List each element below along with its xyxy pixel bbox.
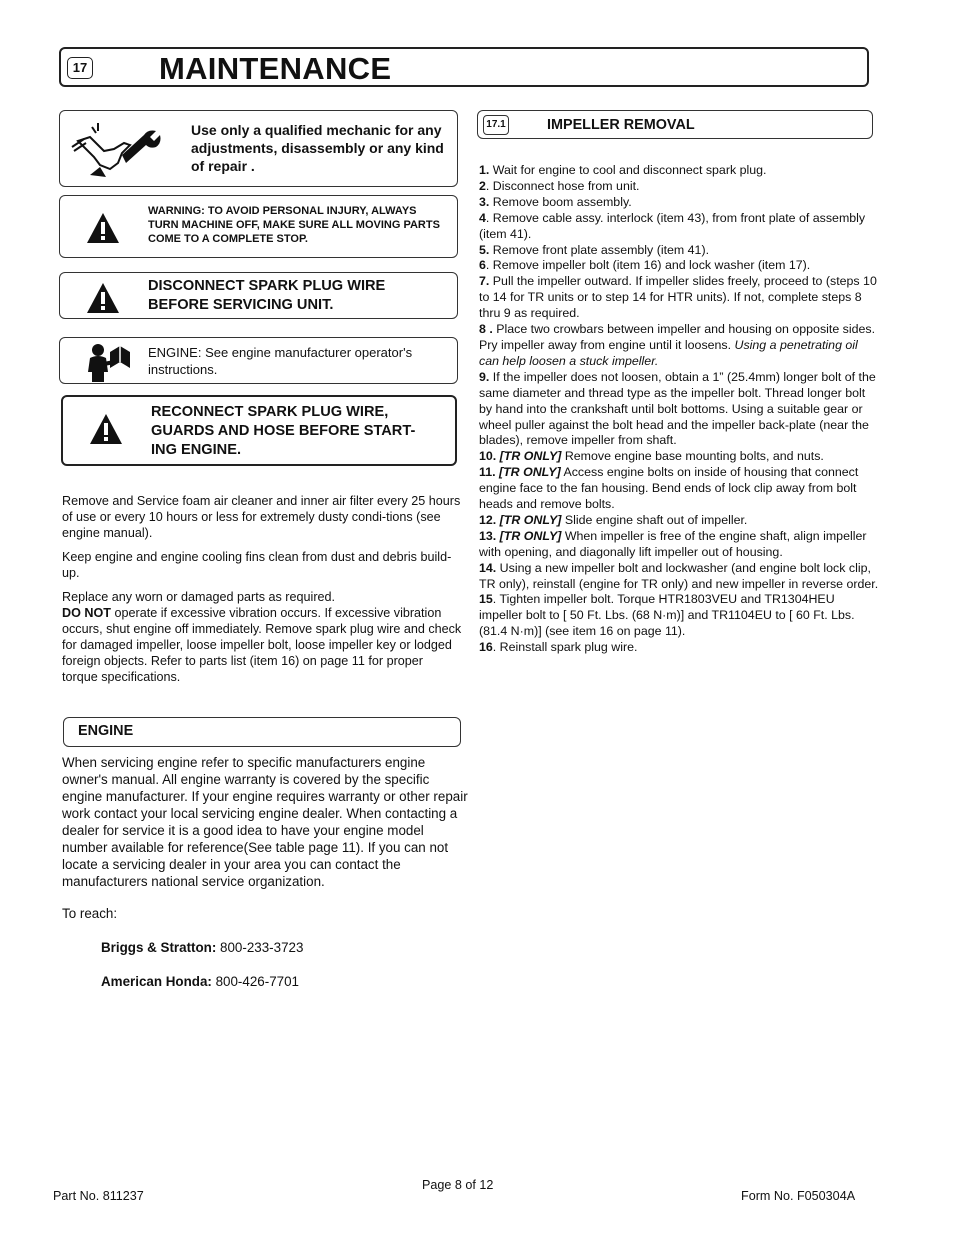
step-number: 5.	[479, 242, 490, 257]
step-text: . Disconnect hose from unit.	[485, 178, 640, 193]
impeller-step	[479, 243, 879, 259]
step-text: . Tighten impeller bolt. Torque HTR1803VEU and TR1304HEU impeller bolt to [ 50 Ft. Lbs. (68 N·m)] and TR1104EU to [ 60 Ft. Lbs. (81.4 N·m)] (see item 16 on page 11).	[479, 592, 855, 639]
step-number: 3.	[479, 194, 490, 209]
step-number: 9.	[479, 369, 490, 384]
reconnect-notice-box	[61, 395, 457, 466]
impeller-step	[479, 211, 879, 243]
page-title: MAINTENANCE	[159, 51, 392, 86]
contact-briggs	[101, 939, 303, 956]
step-text: Pull the impeller outward. If impeller slides freely, proceed to (steps 10 to 14 for TR units or to step 14 for HTR units). If not, complete steps 8 thru 9 as required.	[479, 274, 877, 321]
step-text: Slide engine shaft out of impeller.	[561, 512, 748, 527]
step-tag: [TR ONLY]	[495, 465, 561, 480]
step-number: 10.	[479, 449, 497, 464]
impeller-step	[479, 370, 879, 450]
engine-manual-box	[59, 337, 458, 384]
subsection-badge: 17.1	[483, 115, 509, 135]
step-number: 1.	[479, 163, 490, 177]
step-number: 4	[479, 210, 486, 225]
step-number: 13.	[479, 528, 497, 543]
impeller-step	[479, 592, 879, 640]
step-note: Using a penetrating oil can help loosen a stuck impeller.	[479, 337, 858, 368]
impeller-heading: IMPELLER REMOVAL	[547, 117, 695, 133]
air-cleaner-paragraph: Remove and Service foam air cleaner and inner air filter every 25 hours of use or every 10 hours or less for extremely dusty condi-tions (see engine manual).	[62, 494, 461, 540]
step-number: 11.	[479, 465, 496, 480]
maintenance-instructions	[62, 493, 462, 685]
step-text: Remove front plate assembly (item 41).	[489, 242, 710, 257]
step-text: When impeller is free of the engine shaft, align impeller with opening, and diagonally lift impeller out of housing.	[479, 528, 867, 559]
impeller-step	[479, 529, 879, 561]
step-text: . Remove cable assy. interlock (item 43), from front plate of assembly (item 41).	[479, 210, 866, 241]
step-text: Place two crowbars between impeller and housing on opposite sides. Pry impeller away from engine until it loosens.	[479, 322, 876, 352]
impeller-step	[479, 513, 879, 529]
form-number: Form No. F050304A	[741, 1189, 856, 1203]
vibration-paragraph	[62, 605, 462, 685]
step-number: 12.	[479, 512, 497, 527]
step-tag: [TR ONLY]	[496, 528, 562, 543]
read-manual-icon	[86, 342, 132, 382]
impeller-section-header	[477, 110, 873, 139]
reconnect-notice-text: RECONNECT SPARK PLUG WIRE, GUARDS AND HOSE BEFORE START-ING ENGINE.	[151, 404, 416, 458]
contact-phone: 800-233-3723	[216, 940, 304, 955]
impeller-step	[479, 274, 879, 322]
disconnect-notice-text: DISCONNECT SPARK PLUG WIRE BEFORE SERVICING UNIT.	[148, 278, 386, 313]
impeller-step	[479, 179, 879, 195]
step-text: If the impeller does not loosen, obtain a 1” (25.4mm) longer bolt of the same diameter and thread type as the impeller bolt. Thread longer bolt by hand into the crankshaft until bolt bottoms. Using a suitable gear or wheel puller against the bolt head and the impeller back-plate (near the blades), remove impeller from shaft.	[479, 369, 876, 448]
warning-text: WARNING: TO AVOID PERSONAL INJURY, ALWAYS TURN MACHINE OFF, MAKE SURE ALL MOVING PARTS COME TO A COMPLETE STOP.	[148, 205, 440, 245]
contact-name: Briggs & Stratton:	[101, 940, 217, 955]
step-tag: [TR ONLY]	[496, 449, 562, 464]
impeller-steps-list	[479, 163, 879, 656]
warning-box	[59, 195, 458, 258]
mechanic-notice-box	[59, 110, 458, 187]
mechanic-notice-text: Use only a qualified mechanic for any adjustments, disassembly or any kind of repair .	[191, 122, 444, 174]
wrench-repair-icon	[70, 121, 166, 179]
step-text: Using a new impeller bolt and lockwasher (and engine bolt lock clip, TR only), reinstall (engine for TR only) and new impeller in reverse order.	[479, 560, 879, 591]
engine-section-header	[63, 717, 461, 747]
disconnect-notice-box	[59, 272, 458, 319]
contact-name: American Honda:	[101, 974, 212, 989]
part-number: Part No. 811237	[53, 1189, 144, 1203]
section-header	[59, 47, 869, 87]
step-text: Access engine bolts on inside of housing that connect engine face to the fan housing. Bend ends of lock clip away from bolt heads and remove bolts.	[479, 465, 859, 512]
step-number: 8 .	[479, 322, 493, 337]
impeller-step	[479, 640, 879, 656]
engine-heading: ENGINE	[78, 723, 134, 739]
warning-triangle-icon	[86, 212, 120, 244]
impeller-step	[479, 258, 879, 274]
step-tag: [TR ONLY]	[496, 512, 562, 527]
step-text: Remove boom assembly.	[489, 194, 632, 209]
impeller-step	[479, 163, 879, 179]
impeller-step	[479, 195, 879, 211]
warning-triangle-icon	[86, 282, 120, 314]
step-number: 14.	[479, 560, 497, 575]
do-not-label: DO NOT	[62, 606, 111, 620]
section-number-badge: 17	[67, 57, 93, 79]
impeller-step	[479, 449, 879, 465]
engine-manual-text: ENGINE: See engine manufacturer operator's instructions.	[148, 345, 413, 377]
engine-body: When servicing engine refer to specific manufacturers engine owner's manual. All engine warranty is covered by the specific engine manufacturer. If your engine requires warranty or other repair work contact your local servicing engine dealer. When contacting a dealer for service it is a good idea to have your engine model number available for reference(See table page 11). If you can not locate a servicing dealer in your area you can contact the manufacturers national service organization.	[62, 755, 468, 889]
warning-triangle-icon	[89, 413, 123, 445]
impeller-step	[479, 561, 879, 593]
step-text: Remove engine base mounting bolts, and nuts.	[561, 449, 824, 464]
to-reach-label: To reach:	[62, 906, 118, 921]
impeller-step	[479, 465, 879, 513]
step-number: 15	[479, 592, 493, 607]
impeller-step	[479, 322, 879, 370]
step-number: 16	[479, 640, 493, 655]
replace-parts-paragraph: Replace any worn or damaged parts as required.	[62, 590, 336, 604]
step-text: Wait for engine to cool and disconnect spark plug.	[489, 163, 767, 177]
page-number: Page 8 of 12	[422, 1178, 494, 1192]
cooling-fins-paragraph: Keep engine and engine cooling fins clean from dust and debris build-up.	[62, 550, 452, 580]
step-number: 6	[479, 258, 486, 273]
step-number: 2	[479, 178, 486, 193]
step-text: . Reinstall spark plug wire.	[492, 640, 638, 655]
contact-honda	[101, 973, 299, 990]
contact-phone: 800-426-7701	[211, 974, 299, 989]
vibration-text: operate if excessive vibration occurs. If excessive vibration occurs, shut engine off immediately. Remove spark plug wire and check for damaged impeller, loose impeller bolt, loose impeller key or lodged foreign objects. Refer to parts list (item 16) on page 11 for proper torque specifications.	[62, 606, 462, 684]
step-number: 7.	[479, 274, 490, 289]
step-text: . Remove impeller bolt (item 16) and lock washer (item 17).	[485, 258, 811, 273]
